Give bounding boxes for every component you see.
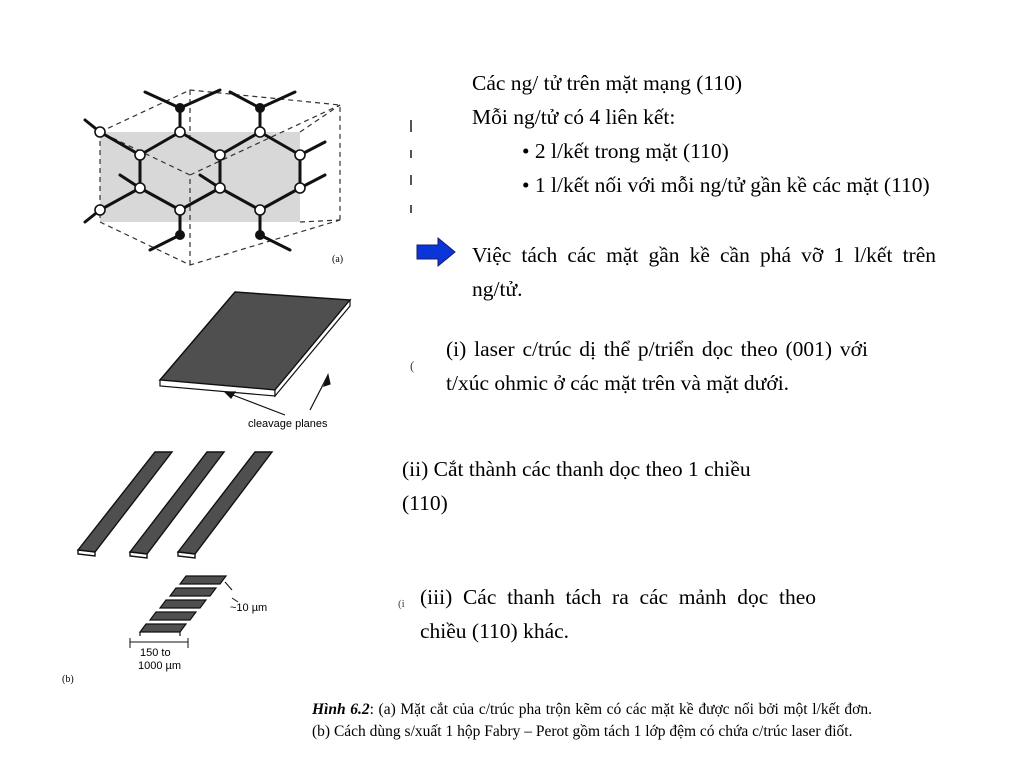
marker-1: ( bbox=[410, 358, 415, 373]
bullet-in-plane: • 2 l/kết trong mặt (110) bbox=[522, 139, 729, 163]
caption-text: : (a) Mặt cắt của c/trúc pha trộn kẽm có các mặt kề được nối bởi một l/kết đơn. (b) Cách dùng s/xuất 1 hộp Fabry – Perot gồm tách 1 lớp đệm có chứa c/trúc laser điốt. bbox=[312, 701, 872, 740]
size-large-2: 1000 µm bbox=[138, 660, 182, 672]
step-i: (i) laser c/trúc dị thể p/triển dọc theo (001) với t/xúc ohmic ở các mặt trên và mặt dưới. bbox=[446, 337, 868, 395]
bonds-count: Mỗi ng/tử có 4 liên kết: bbox=[472, 105, 676, 129]
marker-2: (i bbox=[398, 598, 405, 610]
bars bbox=[78, 452, 272, 558]
arrow-icon bbox=[416, 237, 456, 267]
scan-marks bbox=[408, 120, 414, 220]
bullet-adjacent: • 1 l/kết nối với mỗi ng/tử gần kề các mặt (110) bbox=[522, 173, 930, 197]
caption-label: Hình 6.2 bbox=[312, 701, 370, 718]
size-large-1: 150 to bbox=[140, 647, 171, 659]
figure-caption bbox=[312, 699, 872, 743]
step-iii: (iii) Các thanh tách ra các mảnh dọc theo chiều (110) khác. bbox=[420, 585, 816, 643]
shaded-plane bbox=[100, 132, 300, 222]
label-a: (a) bbox=[332, 254, 344, 265]
step-ii: (ii) Cắt thành các thanh dọc theo 1 chiều (110) bbox=[402, 457, 751, 515]
size-small: ~10 µm bbox=[230, 602, 268, 614]
scan-marks-svg bbox=[408, 120, 414, 220]
atoms-on-plane: Các ng/ tử trên mặt mạng (110) bbox=[472, 71, 742, 95]
cleaving-requirement: Việc tách các mặt gần kề cần phá vỡ 1 l/kết trên ng/tử. bbox=[472, 243, 936, 301]
chips bbox=[140, 576, 226, 636]
cleavage-label: cleavage planes bbox=[248, 418, 328, 430]
label-b: (b) bbox=[62, 674, 74, 685]
cleavage-diagram bbox=[60, 280, 420, 690]
lattice-diagram bbox=[70, 80, 430, 280]
